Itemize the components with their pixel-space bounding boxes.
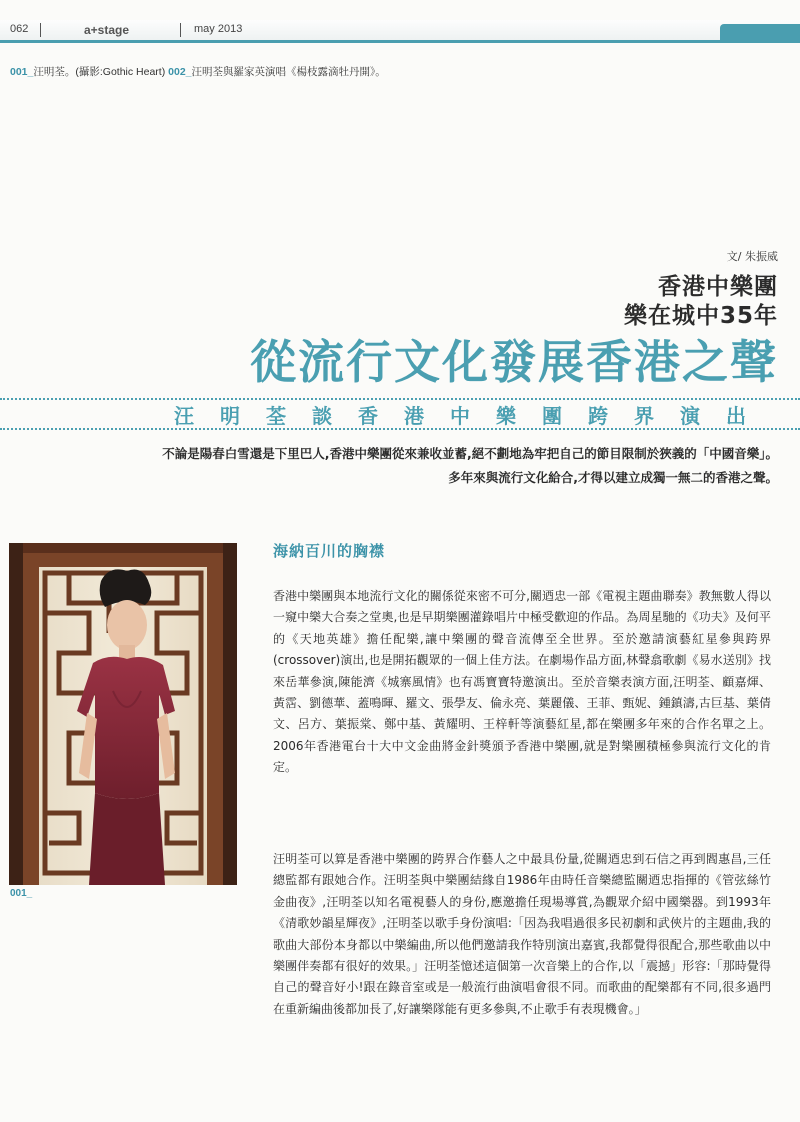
standfirst [58,442,778,490]
header-divider [40,23,41,37]
standfirst-line: 不論是陽春白雪還是下里巴人,香港中樂團從來兼收並蓄,絕不劃地為牢把自己的節目限制於狹義的「中國音樂」。 [162,446,778,461]
standfirst-line: 多年來與流行文化給合,才得以建立成獨一無二的香港之聲。 [448,470,778,485]
body-paragraph: 汪明荃可以算是香港中樂團的跨界合作藝人之中最具份量,從關迺忠到石信之再到閻惠昌,三任總監都有跟她合作。汪明荃與中樂團結緣自1986年由時任音樂總監關迺忠指揮的《管弦絲竹金曲夜》,汪明荃以知名電視藝人的身份,應邀擔任現場導賞,為觀眾介紹中國樂器。到1993年《清歌妙韻星輝夜》,汪明荃以歌手身份演唱:「因為我唱過很多民初劇和武俠片的主題曲,我的歌曲大部份本身都以中樂編曲,所以他們邀請我作特別演出嘉賓,我都覺得很配合,那些歌曲以中樂團伴奏都有很好的效果。」汪明荃憶述這個第一次音樂上的合作,以「震撼」形容:「那時覺得自己的聲音好小!跟在錄音室或是一般流行曲演唱會很不同。而歌曲的配樂都有不同,很多過門在重新編曲後都加長了,好讓樂隊能有更多參與,不止歌手有表現機會。」 [273,852,771,1016]
caption-text: 汪明荃與羅家英演唱《楊枝露滴牡丹開》。 [191,66,386,78]
caption-number: 001_ [10,66,34,78]
body-paragraph: 香港中樂團與本地流行文化的關係從來密不可分,關迺忠一部《電視主題曲聯奏》教無數人得以一窺中樂大合奏之堂奧,也是早期樂團灌錄唱片中極受歡迎的作品。為周星馳的《功夫》及何平的《天地英雄》擔任配樂,讓中樂團的聲音流傳至全世界。至於邀請演藝紅星參與跨界(crossover)演出,也是開拓觀眾的一個上佳方法。在劇場作品方面,林聲翕歌劇《易水送別》找來岳華參演,陳能濟《城寨風情》也有馮寶寶特邀演出。至於音樂表演方面,汪明荃、顧嘉煇、黃霑、劉德華、蓋鳴暉、羅文、張學友、倫永亮、葉麗儀、王菲、甄妮、鍾鎮濤,古巨基、葉倩文、呂方、葉振棠、鄭中基、黃耀明、王梓軒等演藝紅星,都在樂團多年來的合作名單之上。2006年香港電台十大中文金曲將金針獎頒予香港中樂團,就是對樂團積極參與流行文化的肯定。 [273,589,771,775]
section-heading: 海納百川的胸襟 [273,542,386,560]
section-name: a+stage [84,23,130,37]
page-number: 062 [10,23,29,35]
issue-date: may 2013 [194,23,243,35]
header-tab [720,24,800,40]
subtitle: 汪明荃談香港中樂團跨界演出 [174,404,772,428]
photo-label: 001_ [10,888,33,899]
byline: 文/ 朱振威 [726,250,778,263]
portrait-photo [9,543,237,885]
dotted-rule [0,428,800,430]
caption-number: 002_ [168,66,192,78]
kicker-line-1: 香港中樂團 [658,274,778,300]
page-header [0,20,800,42]
header-divider [180,23,181,37]
caption-text: 汪明荃。(攝影:Gothic Heart) [33,66,166,78]
photo-captions [10,64,386,79]
header-rule [0,40,800,43]
portrait-illustration [9,543,237,885]
kicker-line-2: 樂在城中35年 [623,303,778,329]
main-title: 從流行文化發展香港之聲 [250,335,778,389]
